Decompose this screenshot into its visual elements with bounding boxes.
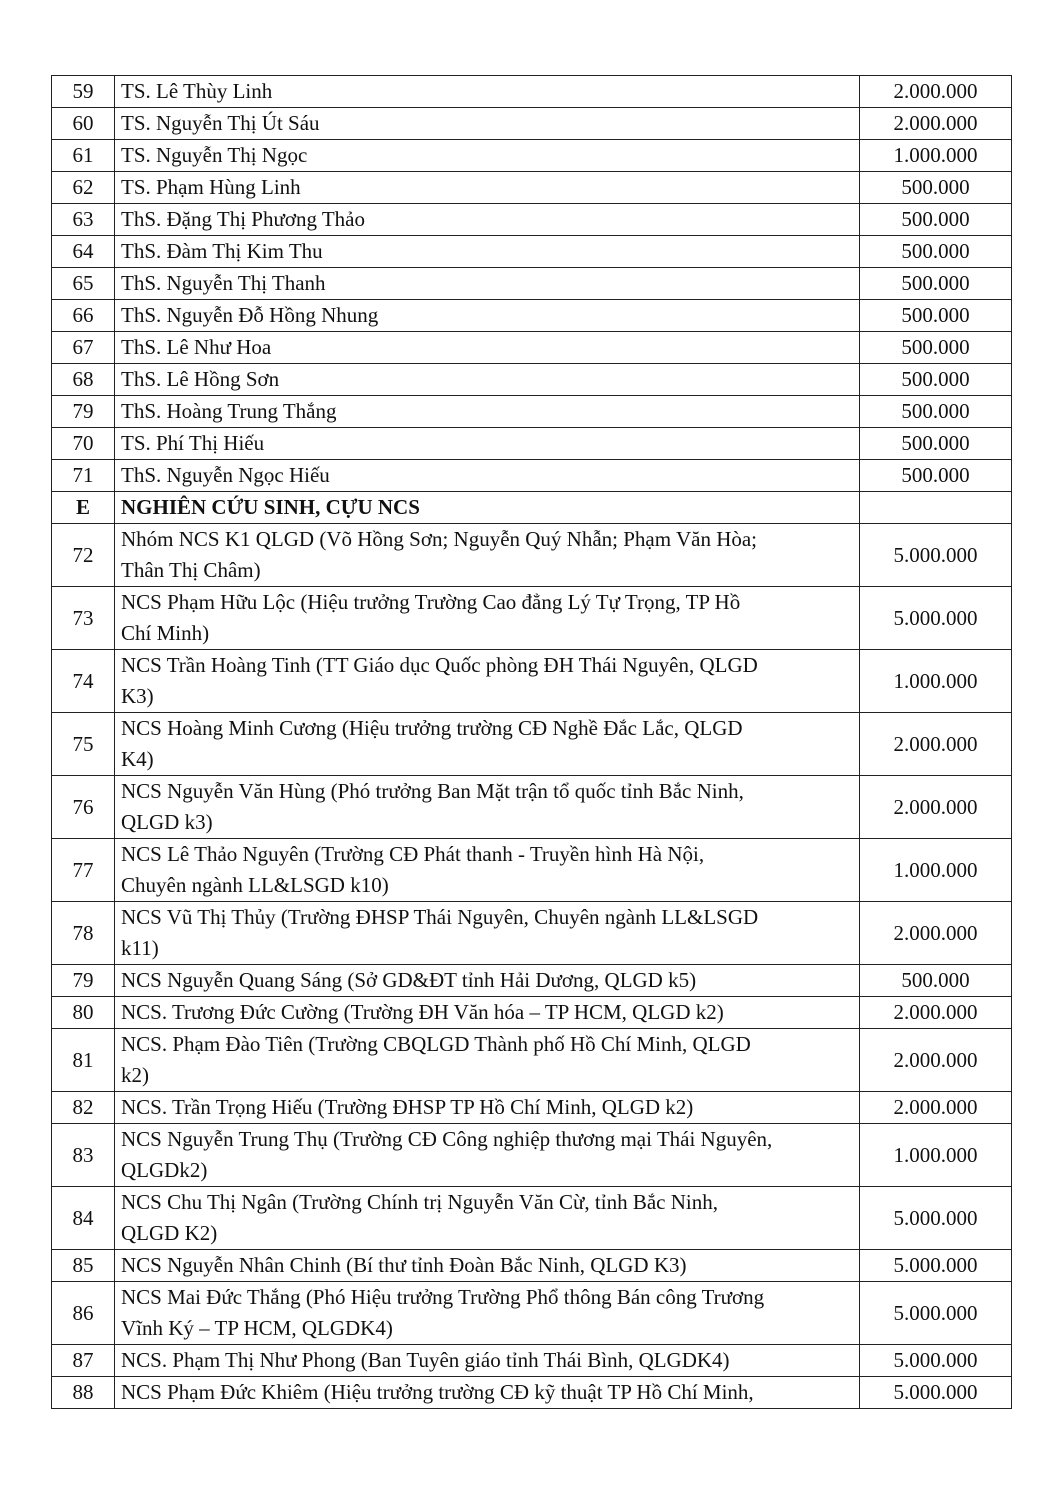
row-description: [115, 524, 860, 587]
row-amount: 1.000.000: [860, 650, 1012, 713]
row-name: ThS. Nguyễn Thị Thanh: [115, 268, 860, 300]
table-row: [52, 1250, 1012, 1282]
table-row: [52, 524, 1012, 587]
row-amount: 2.000.000: [860, 776, 1012, 839]
row-number: 82: [52, 1092, 115, 1124]
row-description-line2: k11): [121, 936, 159, 960]
row-description: [115, 1377, 860, 1409]
row-name: TS. Phạm Hùng Linh: [115, 172, 860, 204]
row-number: 86: [52, 1282, 115, 1345]
table-row: [52, 1092, 1012, 1124]
row-description-line1: NCS Lê Thảo Nguyên (Trường CĐ Phát thanh - Truyền hình Hà Nội,: [121, 842, 705, 866]
row-name: ThS. Nguyễn Ngọc Hiếu: [115, 460, 860, 492]
row-number: 88: [52, 1377, 115, 1409]
row-number: 74: [52, 650, 115, 713]
table-row: [52, 76, 1012, 108]
table-row: [52, 587, 1012, 650]
table-row: [52, 108, 1012, 140]
row-description-line1: NCS Phạm Hữu Lộc (Hiệu trưởng Trường Cao đẳng Lý Tự Trọng, TP Hồ: [121, 590, 741, 614]
row-number: 68: [52, 364, 115, 396]
section-amount: [860, 492, 1012, 524]
row-name: TS. Nguyễn Thị Út Sáu: [115, 108, 860, 140]
row-description: [115, 997, 860, 1029]
row-description-line1: NCS Hoàng Minh Cương (Hiệu trưởng trường CĐ Nghề Đắc Lắc, QLGD: [121, 716, 743, 740]
row-description: [115, 1250, 860, 1282]
row-number: 85: [52, 1250, 115, 1282]
table-row: [52, 776, 1012, 839]
table-row: [52, 1124, 1012, 1187]
row-number: 77: [52, 839, 115, 902]
table-row: [52, 1377, 1012, 1409]
row-number: 87: [52, 1345, 115, 1377]
row-amount: 500.000: [860, 460, 1012, 492]
row-name: ThS. Hoàng Trung Thắng: [115, 396, 860, 428]
row-name: ThS. Đặng Thị Phương Thảo: [115, 204, 860, 236]
row-description-line1: NCS. Phạm Đào Tiên (Trường CBQLGD Thành phố Hồ Chí Minh, QLGD: [121, 1032, 751, 1056]
table-row: [52, 140, 1012, 172]
row-description-line2: K4): [121, 747, 154, 771]
table-row: [52, 460, 1012, 492]
row-number: 72: [52, 524, 115, 587]
row-description: [115, 587, 860, 650]
row-number: 66: [52, 300, 115, 332]
row-amount: 500.000: [860, 268, 1012, 300]
row-description: [115, 1282, 860, 1345]
row-amount: 5.000.000: [860, 1377, 1012, 1409]
row-description-line1: NCS Nguyễn Quang Sáng (Sở GD&ĐT tỉnh Hải Dương, QLGD k5): [121, 968, 697, 992]
row-number: 63: [52, 204, 115, 236]
row-amount: 5.000.000: [860, 1345, 1012, 1377]
row-number: 62: [52, 172, 115, 204]
row-name: ThS. Nguyễn Đỗ Hồng Nhung: [115, 300, 860, 332]
row-description-line2: Chí Minh): [121, 621, 210, 645]
table-row: [52, 332, 1012, 364]
row-amount: 500.000: [860, 204, 1012, 236]
row-description-line1: NCS Vũ Thị Thủy (Trường ĐHSP Thái Nguyên, Chuyên ngành LL&LSGD: [121, 905, 759, 929]
row-description: [115, 713, 860, 776]
row-amount: 5.000.000: [860, 587, 1012, 650]
table-row: [52, 650, 1012, 713]
row-amount: 500.000: [860, 396, 1012, 428]
row-description-line2: Vĩnh Ký – TP HCM, QLGDK4): [121, 1316, 393, 1340]
table-row: [52, 204, 1012, 236]
row-amount: 1.000.000: [860, 140, 1012, 172]
row-number: 73: [52, 587, 115, 650]
row-number: 60: [52, 108, 115, 140]
table-row: [52, 1029, 1012, 1092]
table-row: [52, 902, 1012, 965]
row-name: ThS. Lê Hồng Sơn: [115, 364, 860, 396]
row-description: [115, 776, 860, 839]
table-body-ncs: [52, 524, 1012, 1409]
row-amount: 2.000.000: [860, 902, 1012, 965]
row-number: 67: [52, 332, 115, 364]
row-amount: 2.000.000: [860, 108, 1012, 140]
row-number: 81: [52, 1029, 115, 1092]
row-description-line1: NCS Mai Đức Thắng (Phó Hiệu trưởng Trường Phổ thông Bán công Trương: [121, 1285, 765, 1309]
row-amount: 2.000.000: [860, 997, 1012, 1029]
row-amount: 2.000.000: [860, 1029, 1012, 1092]
row-number: 64: [52, 236, 115, 268]
section-code: E: [52, 492, 115, 524]
row-description-line2: QLGDk2): [121, 1158, 208, 1182]
row-amount: 500.000: [860, 965, 1012, 997]
row-amount: 500.000: [860, 172, 1012, 204]
row-amount: 500.000: [860, 428, 1012, 460]
table-row: [52, 997, 1012, 1029]
table-row: [52, 236, 1012, 268]
row-name: TS. Nguyễn Thị Ngọc: [115, 140, 860, 172]
row-name: TS. Phí Thị Hiếu: [115, 428, 860, 460]
row-number: 76: [52, 776, 115, 839]
row-amount: 1.000.000: [860, 1124, 1012, 1187]
row-amount: 1.000.000: [860, 839, 1012, 902]
row-amount: 5.000.000: [860, 1250, 1012, 1282]
table-row: [52, 300, 1012, 332]
table-body-staff: [52, 76, 1012, 492]
row-amount: 5.000.000: [860, 524, 1012, 587]
row-number: 79: [52, 965, 115, 997]
section-header-row: [52, 492, 1012, 524]
row-number: 84: [52, 1187, 115, 1250]
row-description: [115, 1345, 860, 1377]
row-name: TS. Lê Thùy Linh: [115, 76, 860, 108]
row-number: 83: [52, 1124, 115, 1187]
row-amount: 500.000: [860, 364, 1012, 396]
donor-table: [51, 75, 1012, 1409]
table-row: [52, 1187, 1012, 1250]
table-row: [52, 172, 1012, 204]
row-number: 70: [52, 428, 115, 460]
section-title: NGHIÊN CỨU SINH, CỰU NCS: [115, 492, 860, 524]
row-name: ThS. Lê Như Hoa: [115, 332, 860, 364]
row-amount: 5.000.000: [860, 1282, 1012, 1345]
table-row: [52, 965, 1012, 997]
row-name: ThS. Đàm Thị Kim Thu: [115, 236, 860, 268]
row-description-line2: Thân Thị Châm): [121, 558, 261, 582]
row-number: 71: [52, 460, 115, 492]
row-number: 65: [52, 268, 115, 300]
row-number: 59: [52, 76, 115, 108]
table-row: [52, 1282, 1012, 1345]
table-row: [52, 1345, 1012, 1377]
table-row: [52, 713, 1012, 776]
row-description: [115, 1092, 860, 1124]
row-description: [115, 839, 860, 902]
row-amount: 500.000: [860, 332, 1012, 364]
table-row: [52, 428, 1012, 460]
row-description-line1: NCS. Trần Trọng Hiếu (Trường ĐHSP TP Hồ Chí Minh, QLGD k2): [121, 1095, 694, 1119]
row-description-line1: NCS. Trương Đức Cường (Trường ĐH Văn hóa – TP HCM, QLGD k2): [121, 1000, 724, 1024]
row-description-line1: NCS Nguyễn Nhân Chinh (Bí thư tỉnh Đoàn Bắc Ninh, QLGD K3): [121, 1253, 687, 1277]
row-description-line1: NCS Phạm Đức Khiêm (Hiệu trưởng trường CĐ kỹ thuật TP Hồ Chí Minh,: [121, 1380, 754, 1404]
row-number: 80: [52, 997, 115, 1029]
row-description: [115, 1124, 860, 1187]
row-amount: 500.000: [860, 236, 1012, 268]
row-amount: 2.000.000: [860, 713, 1012, 776]
table-row: [52, 396, 1012, 428]
row-description-line2: Chuyên ngành LL&LSGD k10): [121, 873, 389, 897]
row-amount: 2.000.000: [860, 1092, 1012, 1124]
row-description: [115, 902, 860, 965]
row-description-line1: NCS Nguyễn Văn Hùng (Phó trưởng Ban Mặt trận tổ quốc tỉnh Bắc Ninh,: [121, 779, 744, 803]
row-number: 61: [52, 140, 115, 172]
row-description-line1: Nhóm NCS K1 QLGD (Võ Hồng Sơn; Nguyễn Quý Nhẫn; Phạm Văn Hòa;: [121, 527, 758, 551]
row-description: [115, 1029, 860, 1092]
row-number: 79: [52, 396, 115, 428]
row-amount: 500.000: [860, 300, 1012, 332]
row-description: [115, 1187, 860, 1250]
table-row: [52, 839, 1012, 902]
table-section-e: [52, 492, 1012, 524]
row-number: 75: [52, 713, 115, 776]
row-description-line1: NCS Nguyễn Trung Thụ (Trường CĐ Công nghiệp thương mại Thái Nguyên,: [121, 1127, 773, 1151]
row-number: 78: [52, 902, 115, 965]
row-description-line1: NCS Trần Hoàng Tinh (TT Giáo dục Quốc phòng ĐH Thái Nguyên, QLGD: [121, 653, 758, 677]
row-description-line2: K3): [121, 684, 154, 708]
row-amount: 5.000.000: [860, 1187, 1012, 1250]
row-description-line1: NCS. Phạm Thị Như Phong (Ban Tuyên giáo tỉnh Thái Bình, QLGDK4): [121, 1348, 730, 1372]
row-description: [115, 650, 860, 713]
table-row: [52, 268, 1012, 300]
row-description-line2: QLGD K2): [121, 1221, 218, 1245]
row-description-line2: k2): [121, 1063, 149, 1087]
row-description: [115, 965, 860, 997]
row-amount: 2.000.000: [860, 76, 1012, 108]
row-description-line2: QLGD k3): [121, 810, 213, 834]
table-row: [52, 364, 1012, 396]
row-description-line1: NCS Chu Thị Ngân (Trường Chính trị Nguyễn Văn Cừ, tỉnh Bắc Ninh,: [121, 1190, 718, 1214]
